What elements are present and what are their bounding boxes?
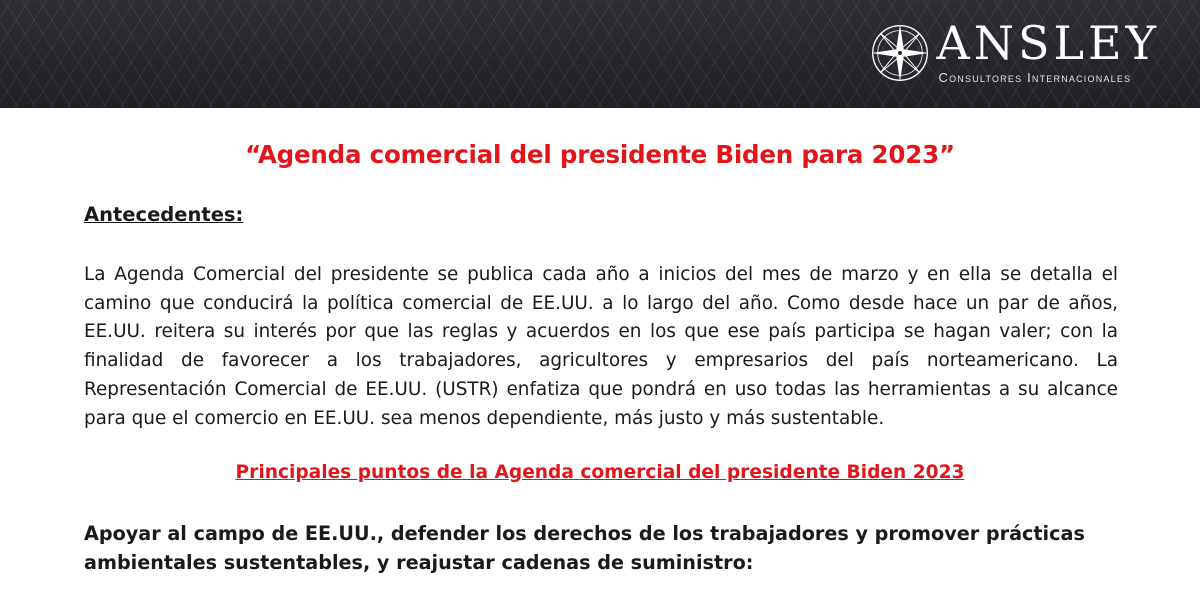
logo-name: ANSLEY [936,16,1160,70]
point-heading: Apoyar al campo de EE.UU., defender los derechos de los trabajadores y promover prácticas ambientales sustentables, y reajustar cadenas de suministro: [84,522,1085,574]
ansley-logo [869,16,1160,90]
body-paragraph: La Agenda Comercial del presidente se publica cada año a inicios del mes de marzo y en ella se detalla el camino que conducirá la política comercial de EE.UU. a lo largo del año. Como desde hace un par de años, EE.UU. reitera su interés por que las reglas y acuerdos en los que ese país participa se hagan valer; con la finalidad de favorecer a los trabajadores, agricultores y empresarios del país norteamericano. La Representación Comercial de EE.UU. (USTR) enfatiza que pondrá en uso todas las herramientas a su alcance para que el comercio en EE.UU. sea menos dependiente, más justo y más sustentable. [84,264,1118,429]
section-heading-antecedentes: Antecedentes: [84,203,244,226]
logo-wordmark [936,16,1160,85]
logo-subtitle: Consultores Internacionales [938,70,1132,85]
section-subtitle: Principales puntos de la Agenda comercial del presidente Biden 2023 [235,462,965,483]
header-banner [0,0,1200,108]
document-title: “Agenda comercial del presidente Biden para 2023” [245,140,955,169]
compass-rose-icon [869,22,931,84]
